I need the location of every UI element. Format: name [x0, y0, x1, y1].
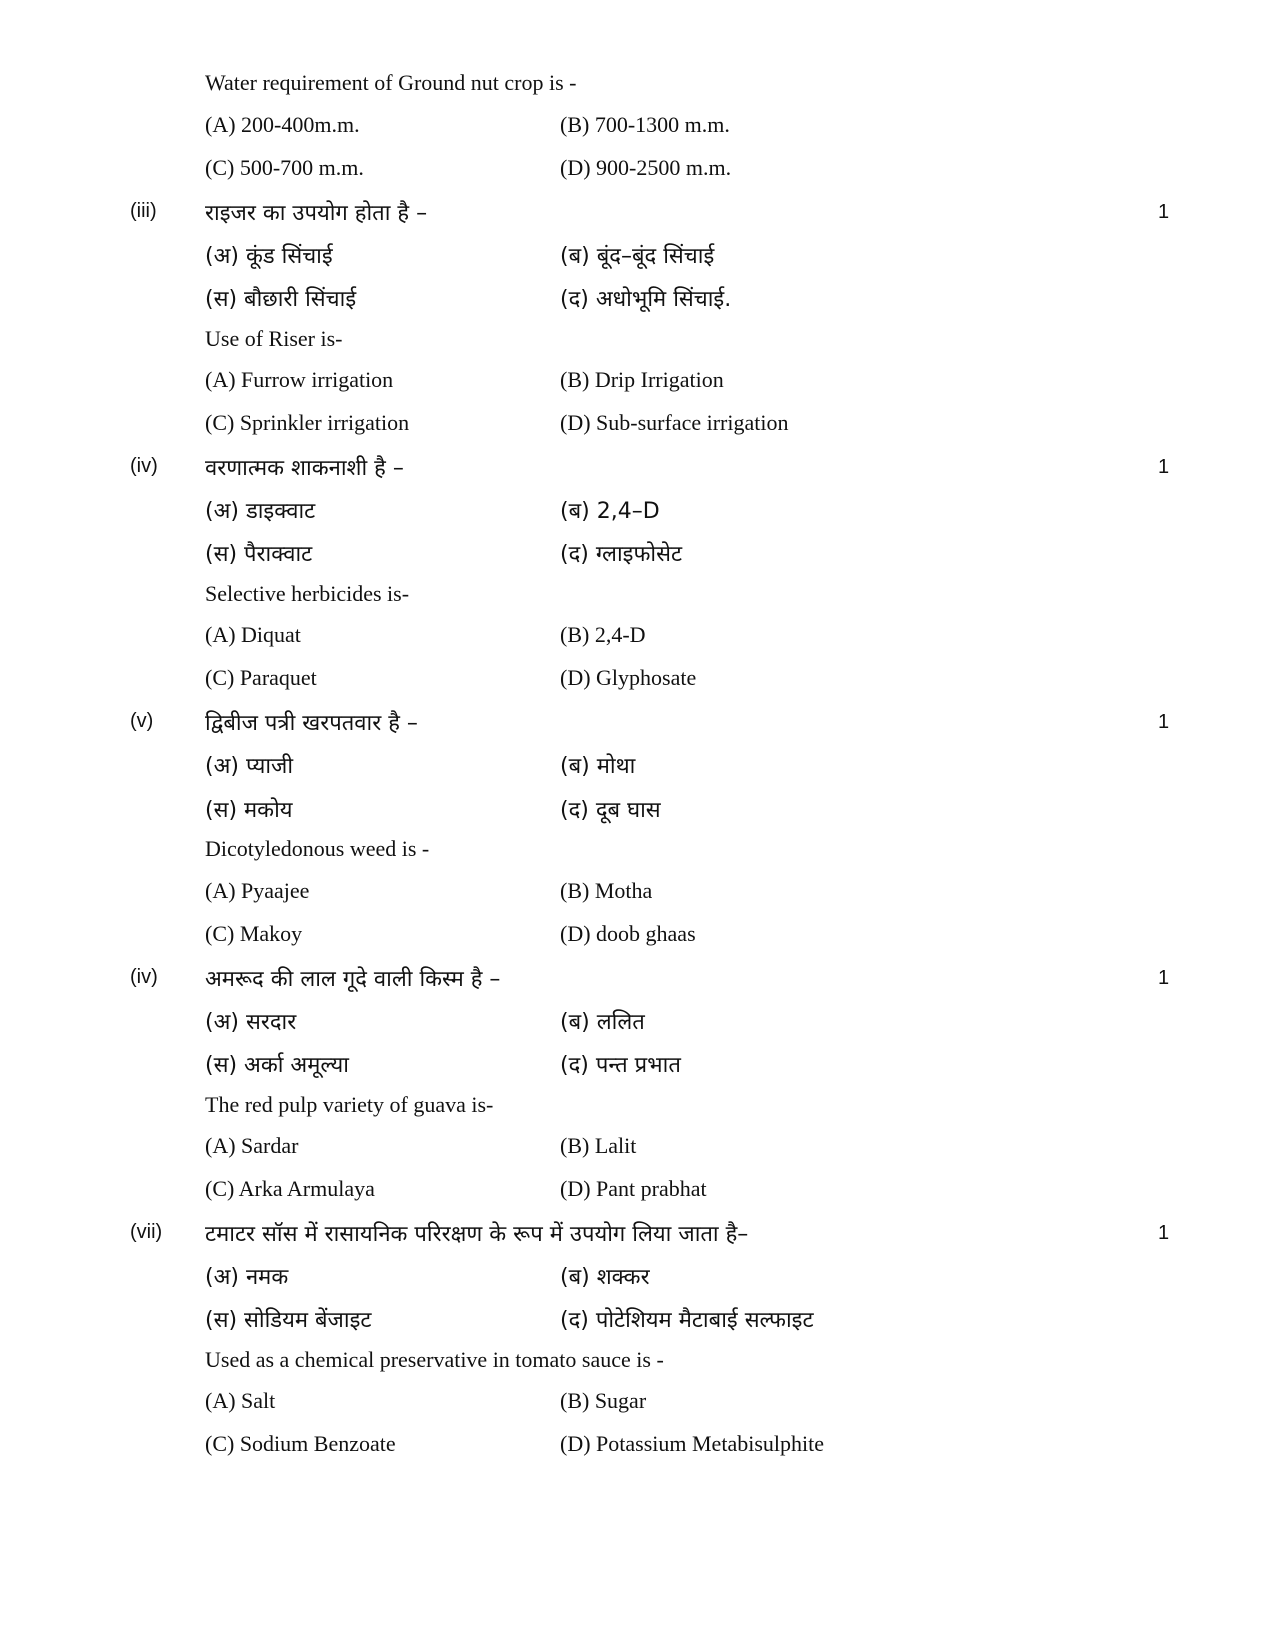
question-marks: 1	[1158, 456, 1170, 478]
question-stem-english: Selective herbicides is-	[205, 581, 410, 606]
option-a: (A) Pyaajee	[205, 878, 310, 903]
option-c-hindi: (स) पैराक्वाट	[205, 542, 313, 567]
option-d-hindi: (द) अधोभूमि सिंचाई.	[560, 287, 732, 312]
question-stem-english: Used as a chemical preservative in tomato sauce is -	[205, 1347, 664, 1372]
option-c-hindi: (स) सोडियम बेंजाइट	[205, 1308, 372, 1333]
option-c: (C) Makoy	[205, 921, 303, 946]
question-marks: 1	[1158, 201, 1170, 223]
option-a-hindi: (अ) सरदार	[205, 1010, 297, 1035]
option-c: (C) Paraquet	[205, 665, 317, 690]
question-stem-hindi: राइजर का उपयोग होता है –	[205, 201, 428, 226]
option-b-hindi: (ब) मोथा	[560, 754, 636, 779]
question-stem-english: Water requirement of Ground nut crop is -	[205, 70, 577, 95]
option-c: (C) Sodium Benzoate	[205, 1431, 396, 1456]
question-marks: 1	[1158, 1222, 1170, 1244]
question-stem-hindi: टमाटर सॉस में रासायनिक परिरक्षण के रूप में उपयोग लिया जाता है–	[205, 1222, 749, 1247]
option-b: (B) Motha	[560, 878, 653, 903]
option-c-hindi: (स) बौछारी सिंचाई	[205, 287, 357, 312]
option-a: (A) Furrow irrigation	[205, 367, 394, 392]
option-d: (D) Sub-surface irrigation	[560, 410, 789, 435]
question-number: (iv)	[130, 966, 158, 988]
option-d: (D) Glyphosate	[560, 665, 697, 690]
option-d: (D) 900-2500 m.m.	[560, 155, 732, 180]
question-number: (iii)	[130, 200, 157, 222]
option-a: (A) Salt	[205, 1388, 276, 1413]
option-a-hindi: (अ) नमक	[205, 1265, 289, 1290]
option-a: (A) 200-400m.m.	[205, 112, 360, 137]
option-a: (A) Sardar	[205, 1133, 299, 1158]
option-b-hindi: (ब) 2,4–D	[560, 499, 660, 524]
option-c-hindi: (स) अर्का अमूल्या	[205, 1053, 349, 1078]
option-b-hindi: (ब) बूंद–बूंद सिंचाई	[560, 244, 715, 269]
option-d-hindi: (द) ग्लाइफोसेट	[560, 542, 683, 567]
option-a-hindi: (अ) कूंड सिंचाई	[205, 244, 333, 269]
question-stem-english: Use of Riser is-	[205, 326, 343, 351]
question-number: (iv)	[130, 455, 158, 477]
question-stem-english: Dicotyledonous weed is -	[205, 836, 430, 861]
option-c: (C) 500-700 m.m.	[205, 155, 364, 180]
option-d: (D) doob ghaas	[560, 921, 696, 946]
option-c-hindi: (स) मकोय	[205, 798, 293, 823]
option-b: (B) 2,4-D	[560, 622, 646, 647]
option-a-hindi: (अ) प्याजी	[205, 754, 294, 779]
question-stem-english: The red pulp variety of guava is-	[205, 1092, 494, 1117]
option-d: (D) Pant prabhat	[560, 1176, 707, 1201]
option-d-hindi: (द) पन्त प्रभात	[560, 1053, 681, 1078]
question-stem-hindi: अमरूद की लाल गूदे वाली किस्म है –	[205, 967, 501, 992]
question-number: (v)	[130, 710, 154, 732]
option-b: (B) Lalit	[560, 1133, 637, 1158]
option-c: (C) Sprinkler irrigation	[205, 410, 410, 435]
option-d: (D) Potassium Metabisulphite	[560, 1431, 824, 1456]
option-b: (B) Sugar	[560, 1388, 647, 1413]
question-stem-hindi: वरणात्मक शाकनाशी है –	[205, 456, 404, 481]
option-d-hindi: (द) दूब घास	[560, 798, 661, 823]
option-b-hindi: (ब) शक्कर	[560, 1265, 650, 1290]
question-number: (vii)	[130, 1221, 163, 1243]
option-b: (B) Drip Irrigation	[560, 367, 724, 392]
option-d-hindi: (द) पोटेशियम मैटाबाई सल्फाइट	[560, 1308, 814, 1333]
option-a: (A) Diquat	[205, 622, 301, 647]
option-b: (B) 700-1300 m.m.	[560, 112, 730, 137]
question-marks: 1	[1158, 967, 1170, 989]
option-a-hindi: (अ) डाइक्वाट	[205, 499, 316, 524]
question-marks: 1	[1158, 711, 1170, 733]
option-b-hindi: (ब) ललित	[560, 1010, 645, 1035]
question-stem-hindi: द्विबीज पत्री खरपतवार है –	[205, 711, 418, 736]
option-c: (C) Arka Armulaya	[205, 1176, 375, 1201]
